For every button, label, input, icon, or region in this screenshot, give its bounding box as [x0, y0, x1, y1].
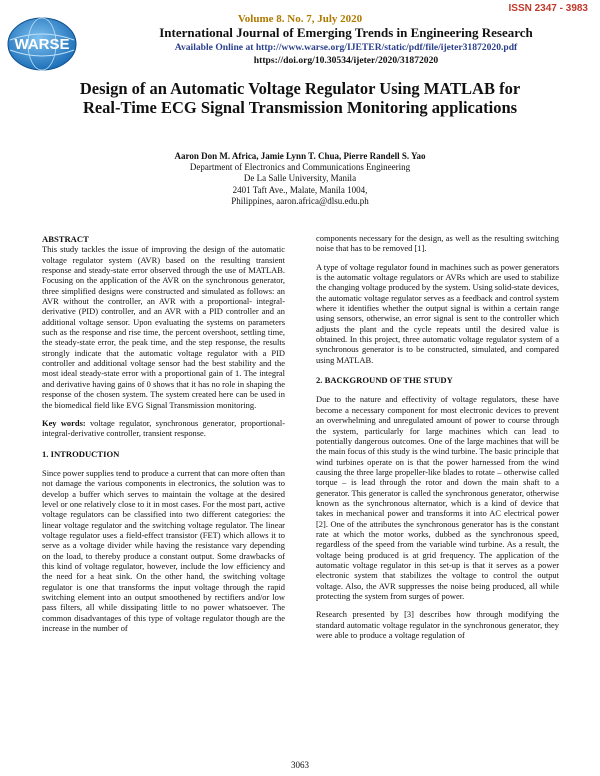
keywords	[42, 418, 285, 439]
keywords-label: Key words:	[42, 417, 86, 428]
page-number: 3063	[291, 760, 309, 770]
author-names: Aaron Don M. Africa, Jamie Lynn T. Chua, Pierre Randell S. Yao	[174, 151, 426, 161]
journal-title: International Journal of Emerging Trends in Engineering Research	[159, 25, 533, 40]
paper-title: Design of an Automatic Voltage Regulator Using MATLAB for Real-Time ECG Signal Transmission Monitoring applications	[79, 79, 521, 117]
doi-link[interactable]: https://doi.org/10.30534/ijeter/2020/31872020	[253, 55, 439, 66]
logo-text: WARSE	[14, 36, 70, 53]
right-column	[316, 233, 559, 648]
background-text: Due to the nature and effectivity of voltage regulators, these have become a necessary component for most electronic devices to prevent an overwhelming and unregulated amount of power to course through the system, particularly for large machines which can lead to potentially dangerous outcomes. One of the large machines that will be the main focus of this study is the wind turbine. The basic principle that wind turbines operate on is that the power harnessed from the wind causing the three large propeller-like blades to rotate – otherwise called torque – is lead through the rotor and down the main shaft to a generator. This generator is called the synchronous generator, otherwise known as the synchronous alternator, which is a kind of device that takes in mechanical power and transforms it into AC electrical power [2]. One of the attributes the synchronous generator has is the constant rate at which the motor works, dubbed as the synchronous speed, regardless of the speed from the variable wind turbine. As a result, the voltage being produced is at grid frequency. The application of the automatic voltage regulator in this set-up is that it serves as a power electronic system that stabilizes the voltage to control the output voltage. Also, the AVR suppresses the noise being produced, all while protecting the system from surges of power.	[316, 394, 559, 601]
author-address: 2401 Taft Ave., Malate, Manila 1004,	[232, 184, 368, 195]
issn-label: ISSN 2347 - 3983	[508, 3, 588, 14]
available-online-link[interactable]: Available Online at http://www.warse.org/IJETER/static/pdf/file/ijeter31872020.pdf	[174, 42, 518, 53]
author-block	[0, 151, 600, 207]
abstract-text: This study tackles the issue of improving the design of the automatic voltage regulator system (AVR) based on the resulting transient response and steady-state error observed through the use of MATLAB. Focusing on the application of the AVR on the synchronous generator, three simplified designs were constructed and simulated as follows: an AVR without the controller, an AVR with a proportional- integral-derivative (PID) controller, and an AVR with a PID controller and an additional voltage sensor. Upon evaluating the systems on parameters such as the response and rise time, the percent overshoot, settling time, the steady-state error, the peak time, and the step response, the results strongly indicate that the automatic voltage regulator with a PID controller and additional voltage sensor had the best stability and the most ideal steady-state error with a proportional gain of 1. The integral and derivative having gains of 0 shows that it has no role in shaping the response of the chosen system. The system created here can be used in the biomedical field like EVG Signal Transmission monitoring.	[42, 244, 285, 410]
abstract-heading: ABSTRACT	[42, 234, 89, 244]
introduction-text: Since power supplies tend to produce a current that can more often than not damage the various components in electronics, the solution was to develop a buffer which serves to maintain the voltage at the desired level or one relatively close to it in most cases. For the most part, active voltage regulators can be classified into two different categories: the linear voltage regulator and the switching voltage regulator. The linear voltage regulator uses a field-effect transistor (FET) which allows it to serve as a voltage divider while having the resistance vary depending on the load, to thereby produce a constant output. Some drawbacks of this kind of voltage regulator, however, include the low efficiency and the need for a heat sink. On the other hand, the switching voltage regulator is one that transforms the input voltage through the rapid switching element into an output smoothened by rectifiers and/or low pass filters, all while dissipating little to no power whatsoever. The common disadvantages of this type of voltage regulator though are the increase in the number of	[42, 467, 285, 634]
background-heading: 2. BACKGROUND OF THE STUDY	[316, 375, 453, 386]
author-country-email: Philippines, aaron.africa@dlsu.edu.ph	[231, 195, 369, 206]
author-department: Department of Electronics and Communications Engineering	[189, 162, 411, 173]
left-column	[42, 234, 285, 641]
research-text: Research presented by [3] describes how through modifying the standard automatic voltage regulator in the synchronous generator, they were able to produce a voltage regulation of	[316, 609, 559, 641]
intro-continued-text: components necessary for the design, as well as the resulting switching noise that has to be removed [1].	[316, 233, 559, 254]
introduction-heading: 1. INTRODUCTION	[42, 448, 120, 459]
keywords-text: voltage regulator, synchronous generator, proportional-integral-derivative controller, transient response.	[42, 417, 286, 439]
author-university: De La Salle University, Manila	[243, 173, 357, 184]
volume-label: Volume 8. No. 7, July 2020	[237, 13, 363, 25]
avr-description-text: A type of voltage regulator found in machines such as power generators is the automatic voltage regulators or AVRs which are used to stabilize the changing voltage produced by the system. Using solid-state devices, the automatic voltage regulator serves as a feedback and control system where it identifies whether the output signal is within a certain range using sensors, otherwise, an error signal is sent to the controller which adjusts the plant and the cycle repeats until the desired value is obtained. In this project, three automatic voltage regulator system of a synchronous generator is to be constructed, simulated, and compared using MATLAB.	[316, 261, 559, 365]
